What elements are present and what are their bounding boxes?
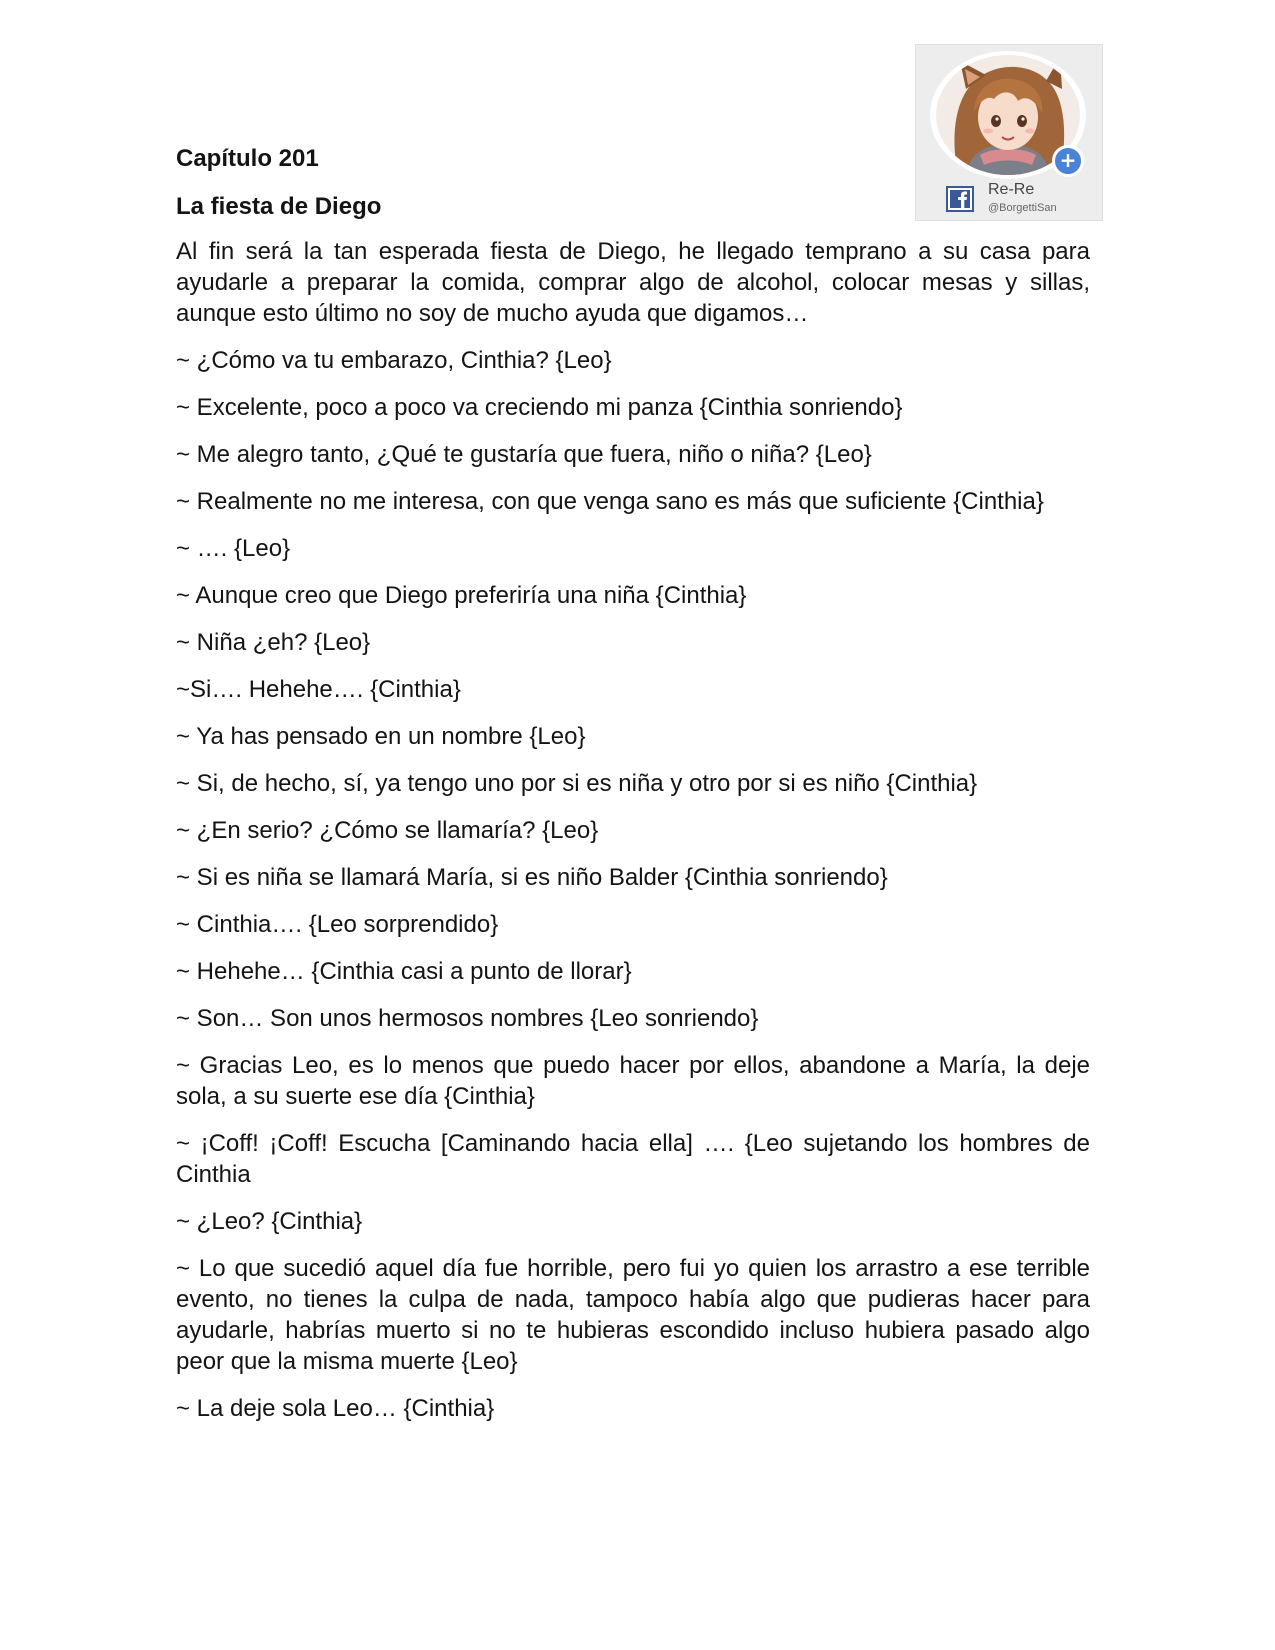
dialogue-line: ~ Excelente, poco a poco va creciendo mi panza {Cinthia sonriendo} bbox=[176, 394, 903, 421]
chapter-heading: Capítulo 201 bbox=[176, 145, 319, 172]
plus-icon[interactable]: + bbox=[1052, 145, 1084, 177]
dialogue-line: ~ Cinthia…. {Leo sorprendido} bbox=[176, 911, 499, 938]
dialogue-line: ~ Me alegro tanto, ¿Qué te gustaría que fuera, niño o niña? {Leo} bbox=[176, 441, 872, 468]
document-body bbox=[176, 144, 1090, 1440]
dialogue-line: ~ ¡Coff! ¡Coff! Escucha [Caminando hacia ella] …. {Leo sujetando los hombres de Cinthia bbox=[176, 1130, 1090, 1188]
chapter-title: La fiesta de Diego bbox=[176, 193, 382, 220]
dialogue-line: ~ Si es niña se llamará María, si es niño Balder {Cinthia sonriendo} bbox=[176, 864, 888, 891]
dialogue-line: ~ Aunque creo que Diego preferiría una niña {Cinthia} bbox=[176, 582, 747, 609]
dialogue-line: ~ Son… Son unos hermosos nombres {Leo sonriendo} bbox=[176, 1005, 759, 1032]
dialogue-line: ~ Gracias Leo, es lo menos que puedo hacer por ellos, abandone a María, la deje sola, a su suerte ese día {Cinthia} bbox=[176, 1052, 1090, 1110]
dialogue-line: ~ Lo que sucedió aquel día fue horrible, pero fui yo quien los arrastro a ese terrible evento, no tienes la culpa de nada, tampoco había algo que pudieras hacer para ayudarle, habrías muerto si no te hubieras escondido incluso hubiera pasado algo peor que la misma muerte {Leo} bbox=[176, 1255, 1090, 1375]
dialogue-line: ~ …. {Leo} bbox=[176, 535, 291, 562]
dialogue-line: ~ Si, de hecho, sí, ya tengo uno por si es niña y otro por si es niño {Cinthia} bbox=[176, 770, 978, 797]
dialogue-line: ~ ¿Leo? {Cinthia} bbox=[176, 1208, 363, 1235]
paragraph-intro: Al fin será la tan esperada fiesta de Diego, he llegado temprano a su casa para ayudarle a preparar la comida, comprar algo de alcohol, colocar mesas y sillas, aunque esto último no soy de mucho ayuda que digamos… bbox=[176, 238, 1090, 327]
dialogue-line: ~ ¿Cómo va tu embarazo, Cinthia? {Leo} bbox=[176, 347, 612, 374]
dialogue-line: ~ Ya has pensado en un nombre {Leo} bbox=[176, 723, 586, 750]
dialogue-line: ~Si…. Hehehe…. {Cinthia} bbox=[176, 676, 461, 703]
dialogue-line: ~ La deje sola Leo… {Cinthia} bbox=[176, 1395, 495, 1422]
dialogue-line: ~ ¿En serio? ¿Cómo se llamaría? {Leo} bbox=[176, 817, 599, 844]
badge-handle: @BorgettiSan bbox=[988, 202, 1057, 214]
badge-name: Re-Re bbox=[988, 181, 1035, 198]
dialogue-line: ~ Realmente no me interesa, con que venga sano es más que suficiente {Cinthia} bbox=[176, 488, 1044, 515]
dialogue-line: ~ Hehehe… {Cinthia casi a punto de llorar} bbox=[176, 958, 632, 985]
dialogue-line: ~ Niña ¿eh? {Leo} bbox=[176, 629, 371, 656]
